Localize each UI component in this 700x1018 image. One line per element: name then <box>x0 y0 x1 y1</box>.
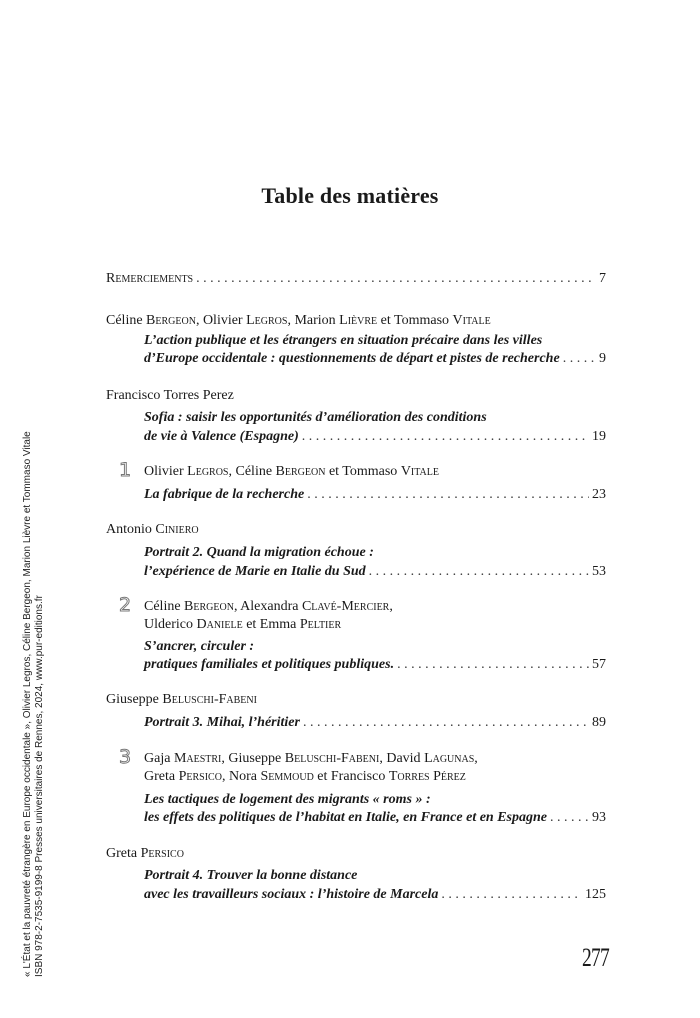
entry-title-line: S’ancrer, circuler : <box>144 639 255 654</box>
leader-dots <box>302 428 589 446</box>
entry-title-line: Sofia : saisir les opportunités d’amélioration des conditions <box>144 410 487 425</box>
entry-title-line: Portrait 4. Trouver la bonne distance <box>144 868 358 883</box>
chapter-authors: Olivier Legros, Céline Bergeon et Tommaso Vitale <box>144 464 439 479</box>
page-folio: 277 <box>582 943 609 972</box>
entry-label: Remerciements <box>106 271 194 286</box>
toc-entry[interactable] <box>144 428 606 446</box>
page-number: 89 <box>592 715 606 730</box>
chapter-number: 2 <box>119 594 132 616</box>
page-number: 7 <box>599 271 606 286</box>
chapter-authors: Gaja Maestri, Giuseppe Beluschi-Fabeni, David Lagunas, <box>144 751 478 766</box>
leader-dots <box>307 486 589 504</box>
page-number: 53 <box>592 564 606 579</box>
page-number: 9 <box>599 351 606 366</box>
page-number: 19 <box>592 429 606 444</box>
entry-title-line: pratiques familiales et politiques publiques. <box>144 657 395 672</box>
entry-title-line: Portrait 2. Quand la migration échoue : <box>144 545 374 560</box>
entry-title-line: les effets des politiques de l’habitat en Italie, en France et en Espagne <box>144 810 547 825</box>
entry-title-line: Les tactiques de logement des migrants « roms » : <box>144 792 431 807</box>
leader-dots <box>196 270 596 288</box>
chapter-number: 1 <box>119 459 132 481</box>
toc-entry[interactable] <box>144 809 606 827</box>
chapter-authors: Ulderico Daniele et Emma Peltier <box>144 617 342 632</box>
section-authors: Giuseppe Beluschi-Fabeni <box>106 692 257 707</box>
leader-dots <box>303 714 589 732</box>
chapter-number: 3 <box>119 746 132 768</box>
entry-title-line: avec les travailleurs sociaux : l’histoire de Marcela <box>144 887 439 902</box>
side-note-line: « L'État et la pauvreté étrangère en Europe occidentale », Olivier Legros, Céline Bergeon, Marion Lièvre et Tommaso Vitale <box>22 431 33 977</box>
leader-dots <box>441 886 582 904</box>
leader-dots <box>550 809 589 827</box>
section-authors: Francisco Torres Perez <box>106 388 234 403</box>
section-authors: Antonio Ciniero <box>106 522 199 537</box>
page-title: Table des matières <box>261 183 439 208</box>
page-number: 23 <box>592 487 606 502</box>
entry-title-line: La fabrique de la recherche <box>144 487 305 502</box>
leader-dots <box>397 656 589 674</box>
entry-title-line: L’action publique et les étrangers en situation précaire dans les villes <box>144 333 543 348</box>
entry-title-line: de vie à Valence (Espagne) <box>144 429 299 444</box>
side-copyright-note <box>22 431 46 977</box>
toc-entry[interactable] <box>144 714 606 732</box>
section-authors: Greta Persico <box>106 846 184 861</box>
toc-entry[interactable] <box>144 486 606 504</box>
chapter-authors: Céline Bergeon, Alexandra Clavé-Mercier, <box>144 599 393 614</box>
toc-entry[interactable] <box>144 886 606 904</box>
entry-title-line: Portrait 3. Mihai, l’héritier <box>144 715 300 730</box>
toc-entry[interactable] <box>144 563 606 581</box>
leader-dots <box>369 563 589 581</box>
chapter-authors: Greta Persico, Nora Semmoud et Francisco Torres Pérez <box>144 769 466 784</box>
page-number: 93 <box>592 810 606 825</box>
entry-title-line: l’expérience de Marie en Italie du Sud <box>144 564 366 579</box>
entry-title-line: d’Europe occidentale : questionnements de départ et pistes de recherche <box>144 351 560 366</box>
section-authors: Céline Bergeon, Olivier Legros, Marion Lièvre et Tommaso Vitale <box>106 313 491 328</box>
toc-entry-remerciements[interactable] <box>106 270 606 288</box>
side-note-line: ISBN 978-2-7535-9199-8 Presses universitaires de Rennes, 2024, www.pur-editions.fr <box>34 595 45 977</box>
page-number: 125 <box>585 887 606 902</box>
toc-entry[interactable] <box>144 350 606 368</box>
toc-entry[interactable] <box>144 656 606 674</box>
page-number: 57 <box>592 657 606 672</box>
leader-dots <box>563 350 596 368</box>
